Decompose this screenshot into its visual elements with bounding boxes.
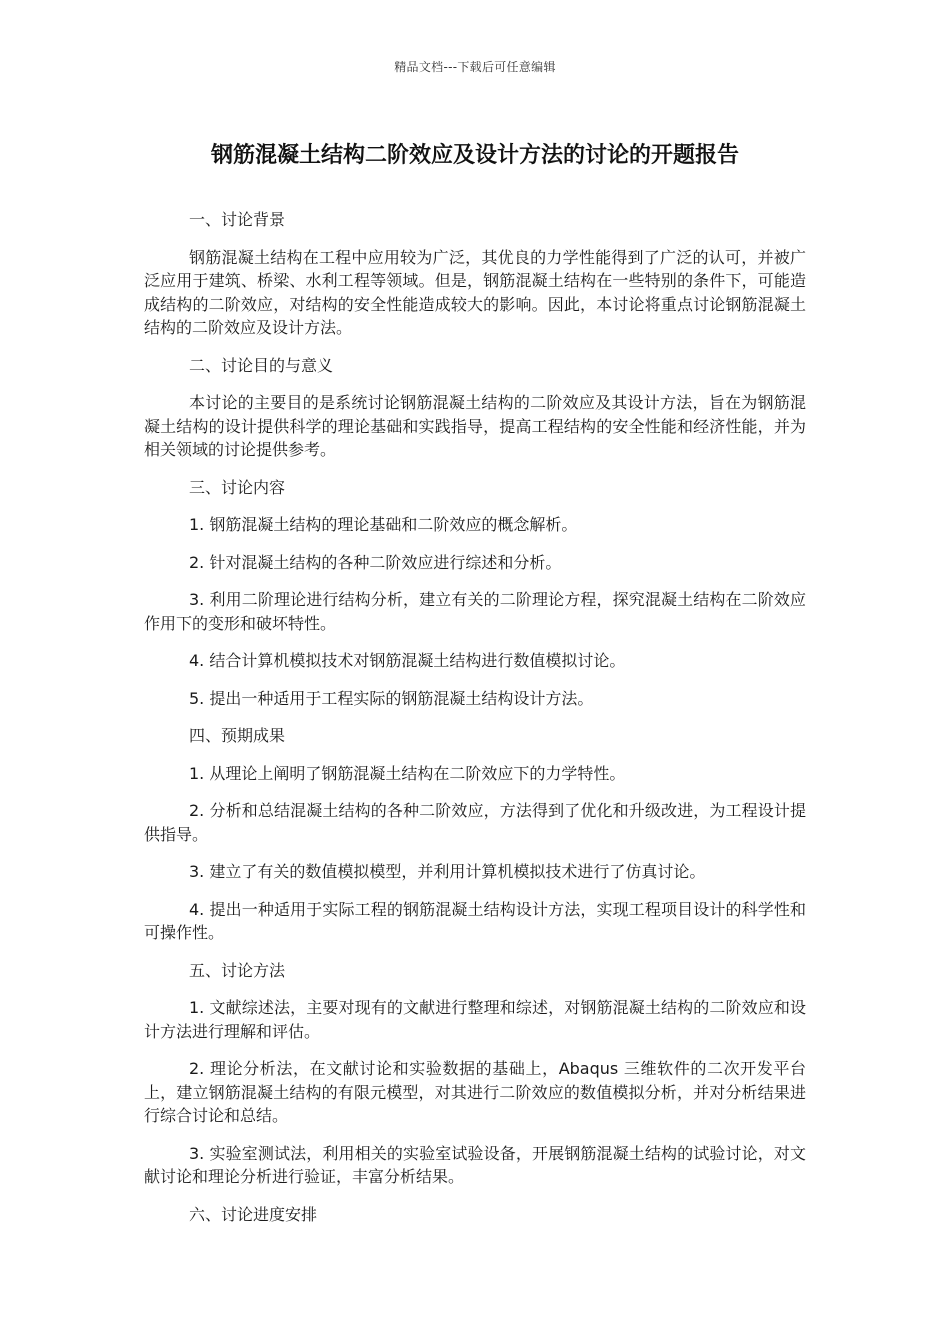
list-item: 2. 分析和总结混凝土结构的各种二阶效应，方法得到了优化和升级改进，为工程设计提供指导。 — [144, 801, 806, 844]
list-item: 1. 钢筋混凝土结构的理论基础和二阶效应的概念解析。 — [189, 515, 578, 534]
section-heading: 五、讨论方法 — [189, 960, 286, 980]
section-heading: 四、预期成果 — [189, 726, 286, 745]
list-item: 4. 结合计算机模拟技术对钢筋混凝土结构进行数值模拟讨论。 — [189, 651, 626, 670]
document-title: 钢筋混凝土结构二阶效应及设计方法的讨论的开题报告 — [210, 143, 739, 168]
section-heading: 二、讨论目的与意义 — [189, 355, 334, 375]
list-item: 2. 针对混凝土结构的各种二阶效应进行综述和分析。 — [189, 552, 562, 572]
list-item: 2. 理论分析法，在文献讨论和实验数据的基础上，Abaqus 三维软件的二次开发平台上，建立钢筋混凝土结构的有限元模型，对其进行二阶效应的数值模拟分析，并对分析结果进行综合讨论和总结。 — [144, 1059, 806, 1125]
header-note: 精品文档---下载后可任意编辑 — [394, 60, 556, 74]
paragraph: 本讨论的主要目的是系统讨论钢筋混凝土结构的二阶效应及其设计方法，旨在为钢筋混凝土结构的设计提供科学的理论基础和实践指导，提高工程结构的安全性能和经济性能，并为相关领域的讨论提供参考。 — [144, 393, 806, 459]
list-item: 3. 建立了有关的数值模拟模型，并利用计算机模拟技术进行了仿真讨论。 — [189, 862, 706, 881]
list-item: 5. 提出一种适用于工程实际的钢筋混凝土结构设计方法。 — [189, 688, 594, 708]
section-heading: 一、讨论背景 — [189, 210, 286, 229]
paragraph: 钢筋混凝土结构在工程中应用较为广泛，其优良的力学性能得到了广泛的认可，并被广泛应用于建筑、桥梁、水利工程等领域。但是，钢筋混凝土结构在一些特别的条件下，可能造成结构的二阶效应，对结构的安全性能造成较大的影响。因此，本讨论将重点讨论钢筋混凝土结构的二阶效应及设计方法。 — [144, 247, 806, 337]
list-item: 1. 从理论上阐明了钢筋混凝土结构在二阶效应下的力学特性。 — [189, 763, 626, 783]
list-item: 1. 文献综述法，主要对现有的文献进行整理和综述，对钢筋混凝土结构的二阶效应和设计方法进行理解和评估。 — [144, 998, 806, 1041]
section-heading: 三、讨论内容 — [189, 477, 286, 497]
list-item: 4. 提出一种适用于实际工程的钢筋混凝土结构设计方法，实现工程项目设计的科学性和可操作性。 — [144, 899, 806, 942]
document-body — [144, 208, 806, 1240]
section-heading: 六、讨论进度安排 — [189, 1204, 318, 1224]
list-item: 3. 实验室测试法，利用相关的实验室试验设备，开展钢筋混凝土结构的试验讨论，对文献讨论和理论分析进行验证，丰富分析结果。 — [144, 1143, 806, 1186]
list-item: 3. 利用二阶理论进行结构分析，建立有关的二阶理论方程，探究混凝土结构在二阶效应作用下的变形和破坏特性。 — [144, 590, 806, 633]
